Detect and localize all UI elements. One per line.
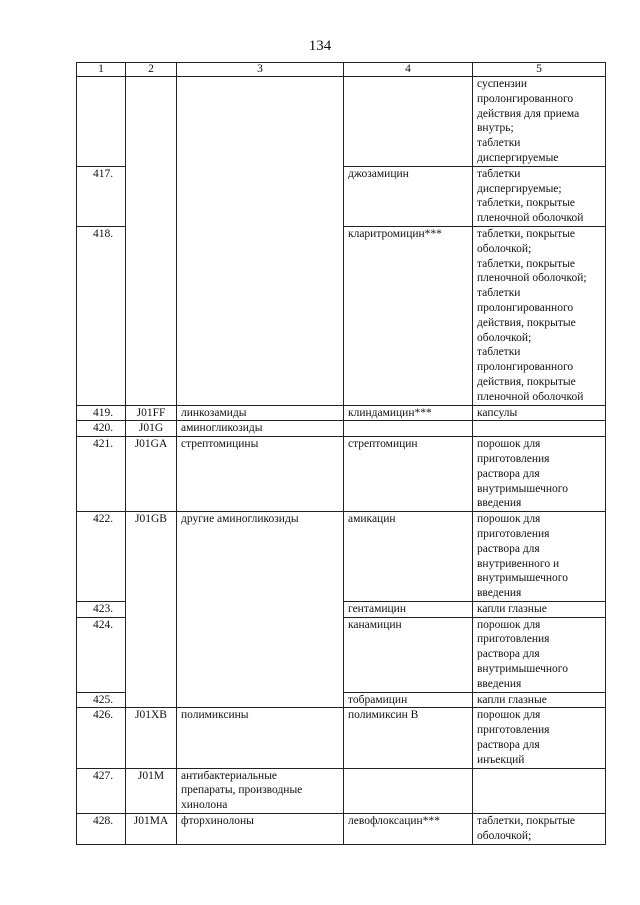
dosage-forms xyxy=(473,421,606,437)
table-row xyxy=(77,768,606,813)
row-number: 420. xyxy=(77,421,126,437)
dosage-forms: суспензии пролонгированного действия для приема внутрь; таблетки диспергируемые xyxy=(473,77,606,167)
atc-code: J01GA xyxy=(126,437,177,512)
drug-name: полимиксин В xyxy=(344,708,473,768)
row-number: 419. xyxy=(77,405,126,421)
table-row xyxy=(77,405,606,421)
table-row xyxy=(77,512,606,602)
atc-code: J01FF xyxy=(126,405,177,421)
page-number: 134 xyxy=(308,38,332,54)
group-name: фторхинолоны xyxy=(177,814,344,845)
row-number: 424. xyxy=(77,617,126,692)
group-name: линкозамиды xyxy=(177,405,344,421)
dosage-forms: порошок для приготовления раствора для внутримышечного введения xyxy=(473,617,606,692)
dosage-forms: таблетки, покрытые оболочкой; xyxy=(473,814,606,845)
atc-code: J01G xyxy=(126,421,177,437)
table-row xyxy=(77,421,606,437)
dosage-forms: капли глазные xyxy=(473,601,606,617)
row-number xyxy=(77,77,126,167)
dosage-forms: таблетки диспергируемые; таблетки, покрытые пленочной оболочкой xyxy=(473,166,606,226)
group-name: полимиксины xyxy=(177,708,344,768)
group-name: другие аминогликозиды xyxy=(177,512,344,708)
drug-name xyxy=(344,768,473,813)
row-number: 427. xyxy=(77,768,126,813)
table-row xyxy=(77,77,606,167)
row-number: 428. xyxy=(77,814,126,845)
dosage-forms: таблетки, покрытые оболочкой; таблетки, покрытые пленочной оболочкой; таблетки пролонгированного действия, покрытые оболочкой; таблетки пролонгированного действия, покрытые пленочной оболочкой xyxy=(473,226,606,405)
drug-name: левофлоксацин*** xyxy=(344,814,473,845)
table-row xyxy=(77,814,606,845)
drug-name: кларитромицин*** xyxy=(344,226,473,405)
row-number: 422. xyxy=(77,512,126,602)
drug-name: джозамицин xyxy=(344,166,473,226)
table-row xyxy=(77,708,606,768)
drug-name: стрептомицин xyxy=(344,437,473,512)
drug-name xyxy=(344,421,473,437)
column-header: 3 xyxy=(177,63,344,77)
column-header: 5 xyxy=(473,63,606,77)
atc-code: J01M xyxy=(126,768,177,813)
drug-name: клиндамицин*** xyxy=(344,405,473,421)
atc-code: J01MA xyxy=(126,814,177,845)
dosage-forms: порошок для приготовления раствора для внутримышечного введения xyxy=(473,437,606,512)
dosage-forms: порошок для приготовления раствора для внутривенного и внутримышечного введения xyxy=(473,512,606,602)
column-header: 2 xyxy=(126,63,177,77)
atc-code-cell xyxy=(126,77,177,406)
column-header: 4 xyxy=(344,63,473,77)
row-number: 426. xyxy=(77,708,126,768)
row-number: 423. xyxy=(77,601,126,617)
drug-name: амикацин xyxy=(344,512,473,602)
atc-code: J01XB xyxy=(126,708,177,768)
row-number: 425. xyxy=(77,692,126,708)
column-header: 1 xyxy=(77,63,126,77)
row-number: 418. xyxy=(77,226,126,405)
group-cell xyxy=(177,77,344,406)
column-number-row xyxy=(77,63,606,77)
dosage-forms: капли глазные xyxy=(473,692,606,708)
drug-name: тобрамицин xyxy=(344,692,473,708)
drug-name: гентамицин xyxy=(344,601,473,617)
drug-name xyxy=(344,77,473,167)
dosage-forms: капсулы xyxy=(473,405,606,421)
group-name: антибактериальные препараты, производные хинолона xyxy=(177,768,344,813)
table-row xyxy=(77,437,606,512)
row-number: 417. xyxy=(77,166,126,226)
dosage-forms: порошок для приготовления раствора для инъекций xyxy=(473,708,606,768)
group-name: аминогликозиды xyxy=(177,421,344,437)
dosage-forms xyxy=(473,768,606,813)
drug-name: канамицин xyxy=(344,617,473,692)
row-number: 421. xyxy=(77,437,126,512)
group-name: стрептомицины xyxy=(177,437,344,512)
atc-code: J01GB xyxy=(126,512,177,708)
medication-table xyxy=(76,62,606,845)
